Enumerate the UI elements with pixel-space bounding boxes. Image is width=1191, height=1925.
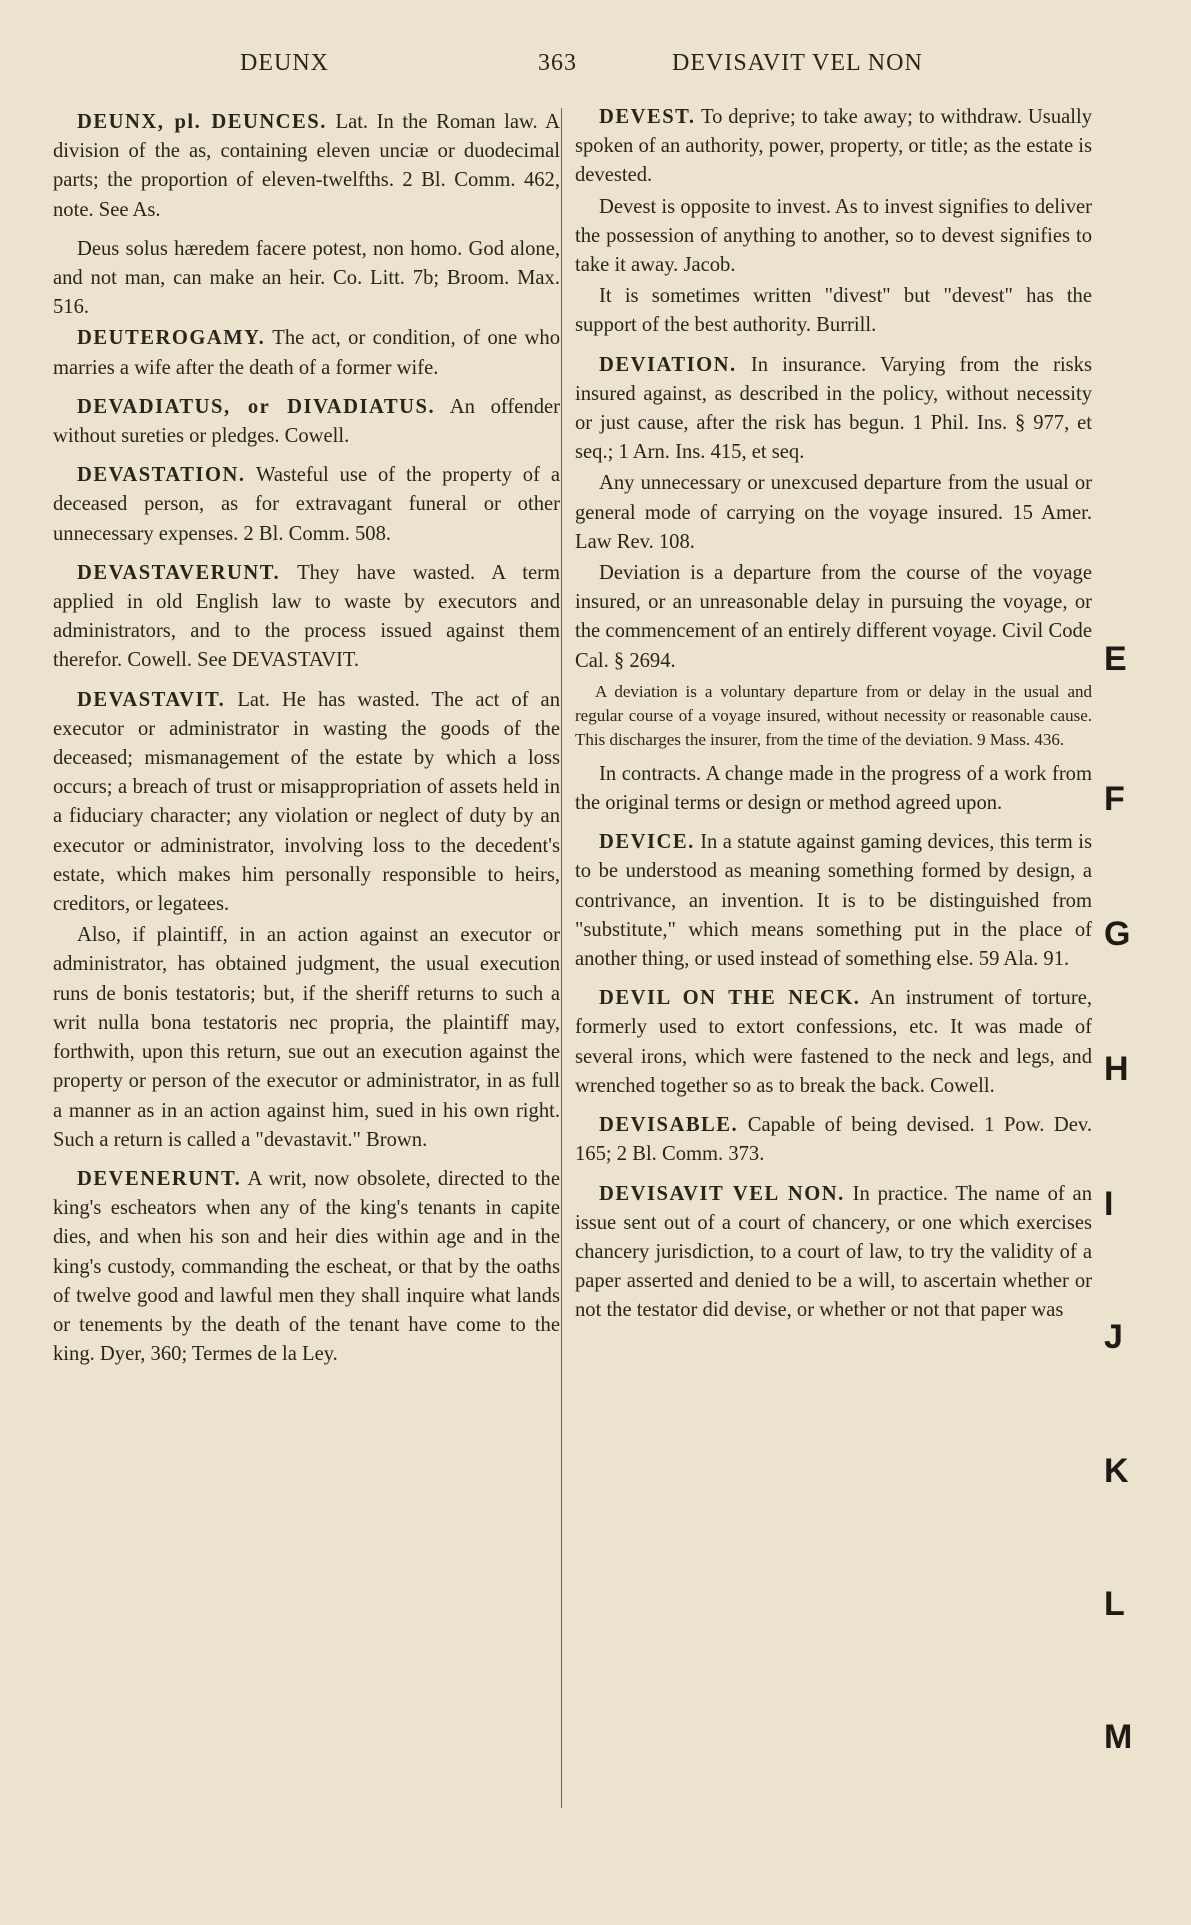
entry-text: Devest is opposite to invest. As to invest signifies to deliver the possession of anything to another, so to devest signifies to take it away. Jacob.	[575, 195, 1092, 277]
entry-headword: DEUTEROGAMY.	[77, 327, 266, 350]
thumb-index-letter[interactable]: H	[1104, 1050, 1129, 1088]
column-divider	[561, 108, 562, 1808]
entry-text: Deus solus hæredem facere potest, non homo. God alone, and not man, can make an heir. Co. Litt. 7b; Broom. Max. 516.	[53, 237, 560, 319]
entry-text: In contracts. A change made in the progress of a work from the original terms or design or method agreed upon.	[575, 762, 1092, 815]
entry-text: To deprive; to take away; to withdraw. Usually spoken of an authority, power, property, or title; as the estate is devested.	[575, 106, 1092, 187]
entry	[53, 686, 560, 920]
entry-text: Deviation is a departure from the course of the voyage insured, or an unreasonable delay in pursuing the voyage, or the commencement of an entirely different voyage. Civil Code Cal. § 2694.	[575, 562, 1092, 672]
entry-headword: DEVADIATUS, or DIVADIATUS.	[77, 395, 436, 418]
entry-paragraph	[575, 193, 1092, 281]
entry-paragraph	[575, 559, 1092, 676]
entry	[53, 1165, 560, 1369]
entry	[575, 1180, 1092, 1326]
entry-headword: DEVIATION.	[599, 353, 737, 376]
entry-text: In insurance. Varying from the risks insured against, as described in the policy, without necessity or just cause, after the risk has begun. 1 Phil. Ins. § 977, et seq.; 1 Arn. Ins. 415, et seq.	[575, 353, 1092, 464]
thumb-index-letter[interactable]: G	[1104, 915, 1131, 953]
entry	[53, 324, 560, 382]
entry-text: An instrument of torture, formerly used to extort confessions, etc. It was made of several irons, which were fastened to the neck and legs, and wrenched together so as to break the back. Cowell.	[575, 987, 1093, 1097]
entry	[575, 828, 1092, 974]
entry	[53, 108, 560, 225]
entry-headword: DEVICE.	[599, 831, 695, 854]
entry-text: Any unnecessary or unexcused departure from the usual or general mode of carrying on the voyage insured. 15 Amer. Law Rev. 108.	[575, 472, 1092, 553]
entry-headword: DEVISABLE.	[599, 1114, 739, 1137]
entry	[575, 984, 1092, 1101]
entry	[575, 351, 1092, 468]
page-number: 363	[538, 50, 577, 76]
entry-text: In a statute against gaming devices, this term is to be understood as meaning something formed by design, a contrivance, an invention. It is to be distinguished from "substitute," which means something put in the place of another thing, or used instead of something else. 59 Ala. 91.	[575, 831, 1092, 971]
entry-headword: DEVASTAVERUNT.	[77, 561, 281, 584]
entry-headword: DEVASTAVIT.	[77, 688, 226, 711]
entry-text: Also, if plaintiff, in an action against an executor or administrator, has obtained judgment, the usual execution runs de bonis testatoris; but, if the sheriff returns to such a writ nulla bona testatoris nec propria, the plaintiff may, forthwith, upon this return, sue out an execution against the property or person of the executor or administrator, in as full a manner as in an action against him, sued in his own right. Such a return is called a "devastavit." Brown.	[53, 924, 560, 1151]
thumb-index-letter[interactable]: L	[1104, 1585, 1125, 1623]
entry-text: They have wasted. A term applied in old English law to waste by executors and administrators, and to the process issued against them therefor. Cowell. See DEVASTAVIT.	[53, 561, 560, 672]
entry-text: Capable of being devised. 1 Pow. Dev. 165; 2 Bl. Comm. 373.	[575, 1114, 1092, 1166]
thumb-index-letter[interactable]: K	[1104, 1452, 1129, 1490]
entry-text: Lat. He has wasted. The act of an executor or administrator in wasting the goods of the deceased; mismanagement of the estate by which a loss occurs; a breach of trust or misappropriation of assets held in a fiduciary character; any violation or neglect of duty by an executor or administrator, involving loss to the decedent's estate, which makes him personally responsible to heirs, creditors, or legatees.	[53, 688, 560, 916]
left-column	[53, 108, 560, 1379]
entry-headword: DEVIL ON THE NECK.	[599, 987, 861, 1010]
entry	[53, 393, 560, 451]
entry-text: A writ, now obsolete, directed to the king's escheators when any of the king's tenants in capite dies, and when his son and heir dies within age and in the king's custody, commanding the escheat, or that by the oaths of twelve good and lawful men they shall inquire what lands or tenements by the death of the tenant have come to the king. Dyer, 360; Termes de la Ley.	[53, 1167, 560, 1366]
running-header	[0, 50, 1191, 90]
right-column	[575, 103, 1092, 1336]
entry	[53, 461, 560, 549]
entry-text: An offender without sureties or pledges. Cowell.	[53, 395, 560, 448]
entry	[575, 103, 1092, 191]
right-running-head: DEVISAVIT VEL NON	[672, 50, 923, 76]
entry-paragraph	[575, 760, 1092, 818]
entry-paragraph	[575, 282, 1092, 340]
entry-headword: DEVISAVIT VEL NON.	[599, 1182, 845, 1205]
thumb-index-letter[interactable]: M	[1104, 1718, 1133, 1756]
small-print-note	[575, 680, 1092, 752]
entry-headword: DEVASTATION.	[77, 464, 246, 487]
entry-text: The act, or condition, of one who marries a wife after the death of a former wife.	[53, 327, 560, 379]
entry-text: Lat. In the Roman law. A division of the as, containing eleven unciæ or duodecimal parts; the proportion of eleven-twelfths. 2 Bl. Comm. 462, note. See As.	[53, 111, 560, 221]
thumb-index-letter[interactable]: I	[1104, 1185, 1114, 1223]
thumb-index-letter[interactable]: J	[1104, 1318, 1123, 1356]
entry	[575, 1111, 1092, 1169]
entry-text: Wasteful use of the property of a deceased person, as for extravagant funeral or other unnecessary expenses. 2 Bl. Comm. 508.	[53, 464, 560, 545]
entry-text: A deviation is a voluntary departure from or delay in the usual and regular course of a voyage insured, without necessity or reasonable cause. This discharges the insurer, from the time of the deviation. 9 Mass. 436.	[575, 681, 1092, 749]
entry-text: In practice. The name of an issue sent out of a court of chancery, or one which exercises chancery jurisdiction, to a court of law, to try the validity of a paper asserted and denied to be a will, to ascertain whether or not the testator did devise, or whether or not that paper was	[575, 1182, 1092, 1322]
thumb-index-letter[interactable]: F	[1104, 780, 1125, 818]
entry-headword: DEUNX, pl. DEUNCES.	[77, 111, 327, 133]
entry-text: It is sometimes written "divest" but "devest" has the support of the best authority. Burrill.	[575, 285, 1092, 337]
entry-paragraph	[53, 921, 560, 1155]
entry	[53, 235, 560, 323]
thumb-index-letter[interactable]: E	[1104, 640, 1127, 678]
entry	[53, 559, 560, 676]
entry-headword: DEVEST.	[599, 106, 696, 128]
entry-paragraph	[575, 469, 1092, 557]
entry-headword: DEVENERUNT.	[77, 1167, 242, 1190]
left-running-head: DEUNX	[240, 50, 329, 76]
